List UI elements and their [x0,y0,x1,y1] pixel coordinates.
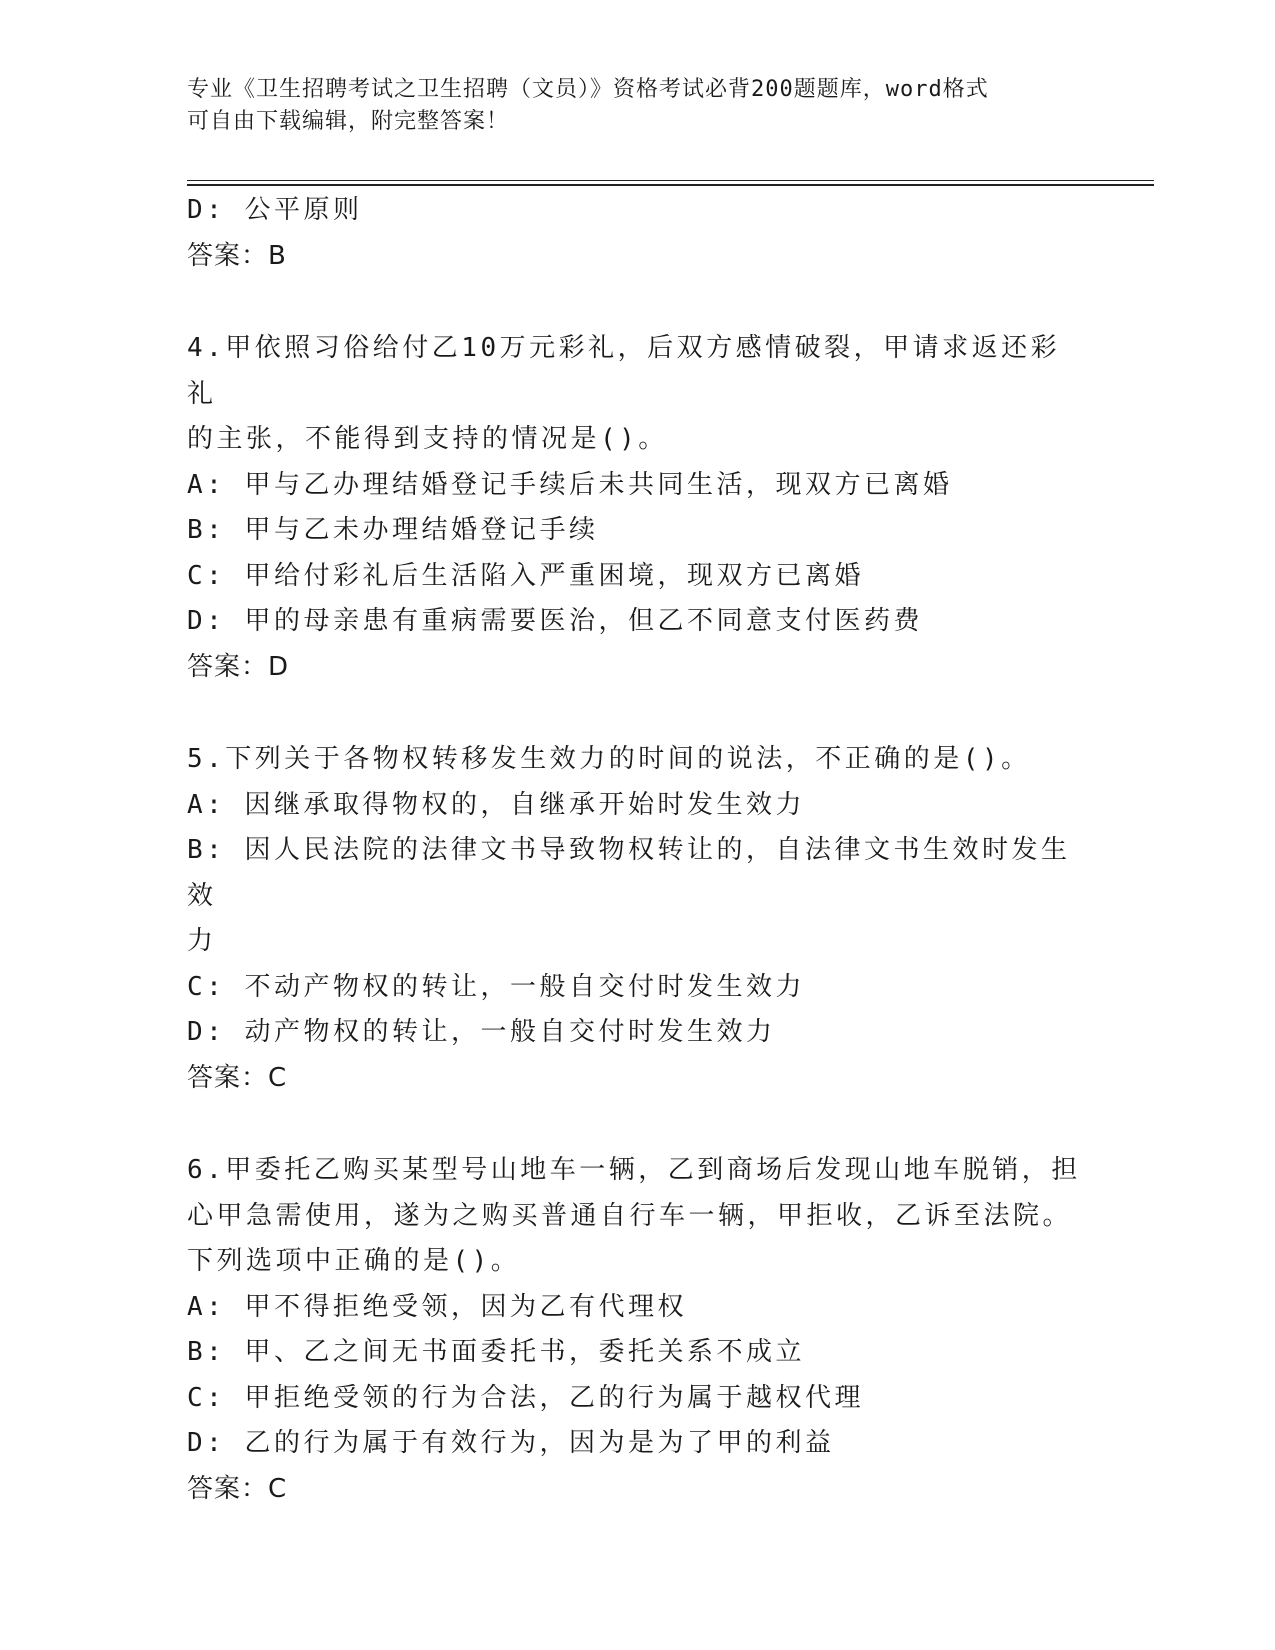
spacer [187,1101,1087,1148]
document-body [187,188,1087,1512]
question-6 [187,1148,1087,1512]
question-stem-line: 6.甲委托乙购买某型号山地车一辆，乙到商场后发现山地车脱销，担 [187,1155,1081,1185]
document-header [187,74,1087,138]
option-d: D: 甲的母亲患有重病需要医治，但乙不同意支付医药费 [187,606,923,636]
option-b: B: 甲与乙未办理结婚登记手续 [187,515,599,545]
question-stem-line: 5.下列关于各物权转移发生效力的时间的说法，不正确的是()。 [187,744,1031,774]
answer: 答案：C [187,1062,288,1093]
answer: 答案：C [187,1473,288,1504]
question-5 [187,737,1087,1101]
question-stem-line: 4.甲依照习俗给付乙10万元彩礼，后双方感情破裂，甲请求返还彩礼 [187,333,1061,409]
option-b: B: 甲、乙之间无书面委托书，委托关系不成立 [187,1337,805,1367]
option-a: A: 因继承取得物权的，自继承开始时发生效力 [187,789,805,820]
option-c: C: 甲给付彩礼后生活陷入严重困境，现双方已离婚 [187,560,864,591]
option-b-continued: 力 [187,926,217,956]
option-a: A: 甲与乙办理结婚登记手续后未共同生活，现双方已离婚 [187,469,953,500]
option-b: B: 因人民法院的法律文书导致物权转让的，自法律文书生效时发生效 [187,835,1071,911]
question-stem-line: 心甲急需使用，遂为之购买普通自行车一辆，甲拒收，乙诉至法院。 [187,1200,1073,1231]
header-rule-thick [187,184,1154,186]
option-c: C: 不动产物权的转让，一般自交付时发生效力 [187,971,805,1002]
option-c: C: 甲拒绝受领的行为合法，乙的行为属于越权代理 [187,1382,864,1413]
question-4 [187,326,1087,690]
option-d: D: 公平原则 [187,195,363,225]
option-d: D: 乙的行为属于有效行为，因为是为了甲的利益 [187,1428,835,1458]
spacer [187,690,1087,737]
header-line-2: 可自由下载编辑，附完整答案！ [187,109,510,134]
answer: 答案：D [187,651,290,682]
header-rule-thin [187,180,1154,181]
option-d: D: 动产物权的转让，一般自交付时发生效力 [187,1017,776,1047]
previous-question-tail [187,188,1087,279]
answer: 答案：B [187,240,287,271]
question-stem-line: 的主张，不能得到支持的情况是()。 [187,424,668,454]
question-stem-line: 下列选项中正确的是()。 [187,1246,521,1276]
spacer [187,279,1087,326]
option-a: A: 甲不得拒绝受领，因为乙有代理权 [187,1291,687,1322]
header-line-1: 专业《卫生招聘考试之卫生招聘（文员）》资格考试必背200题题库，word格式 [187,77,989,102]
